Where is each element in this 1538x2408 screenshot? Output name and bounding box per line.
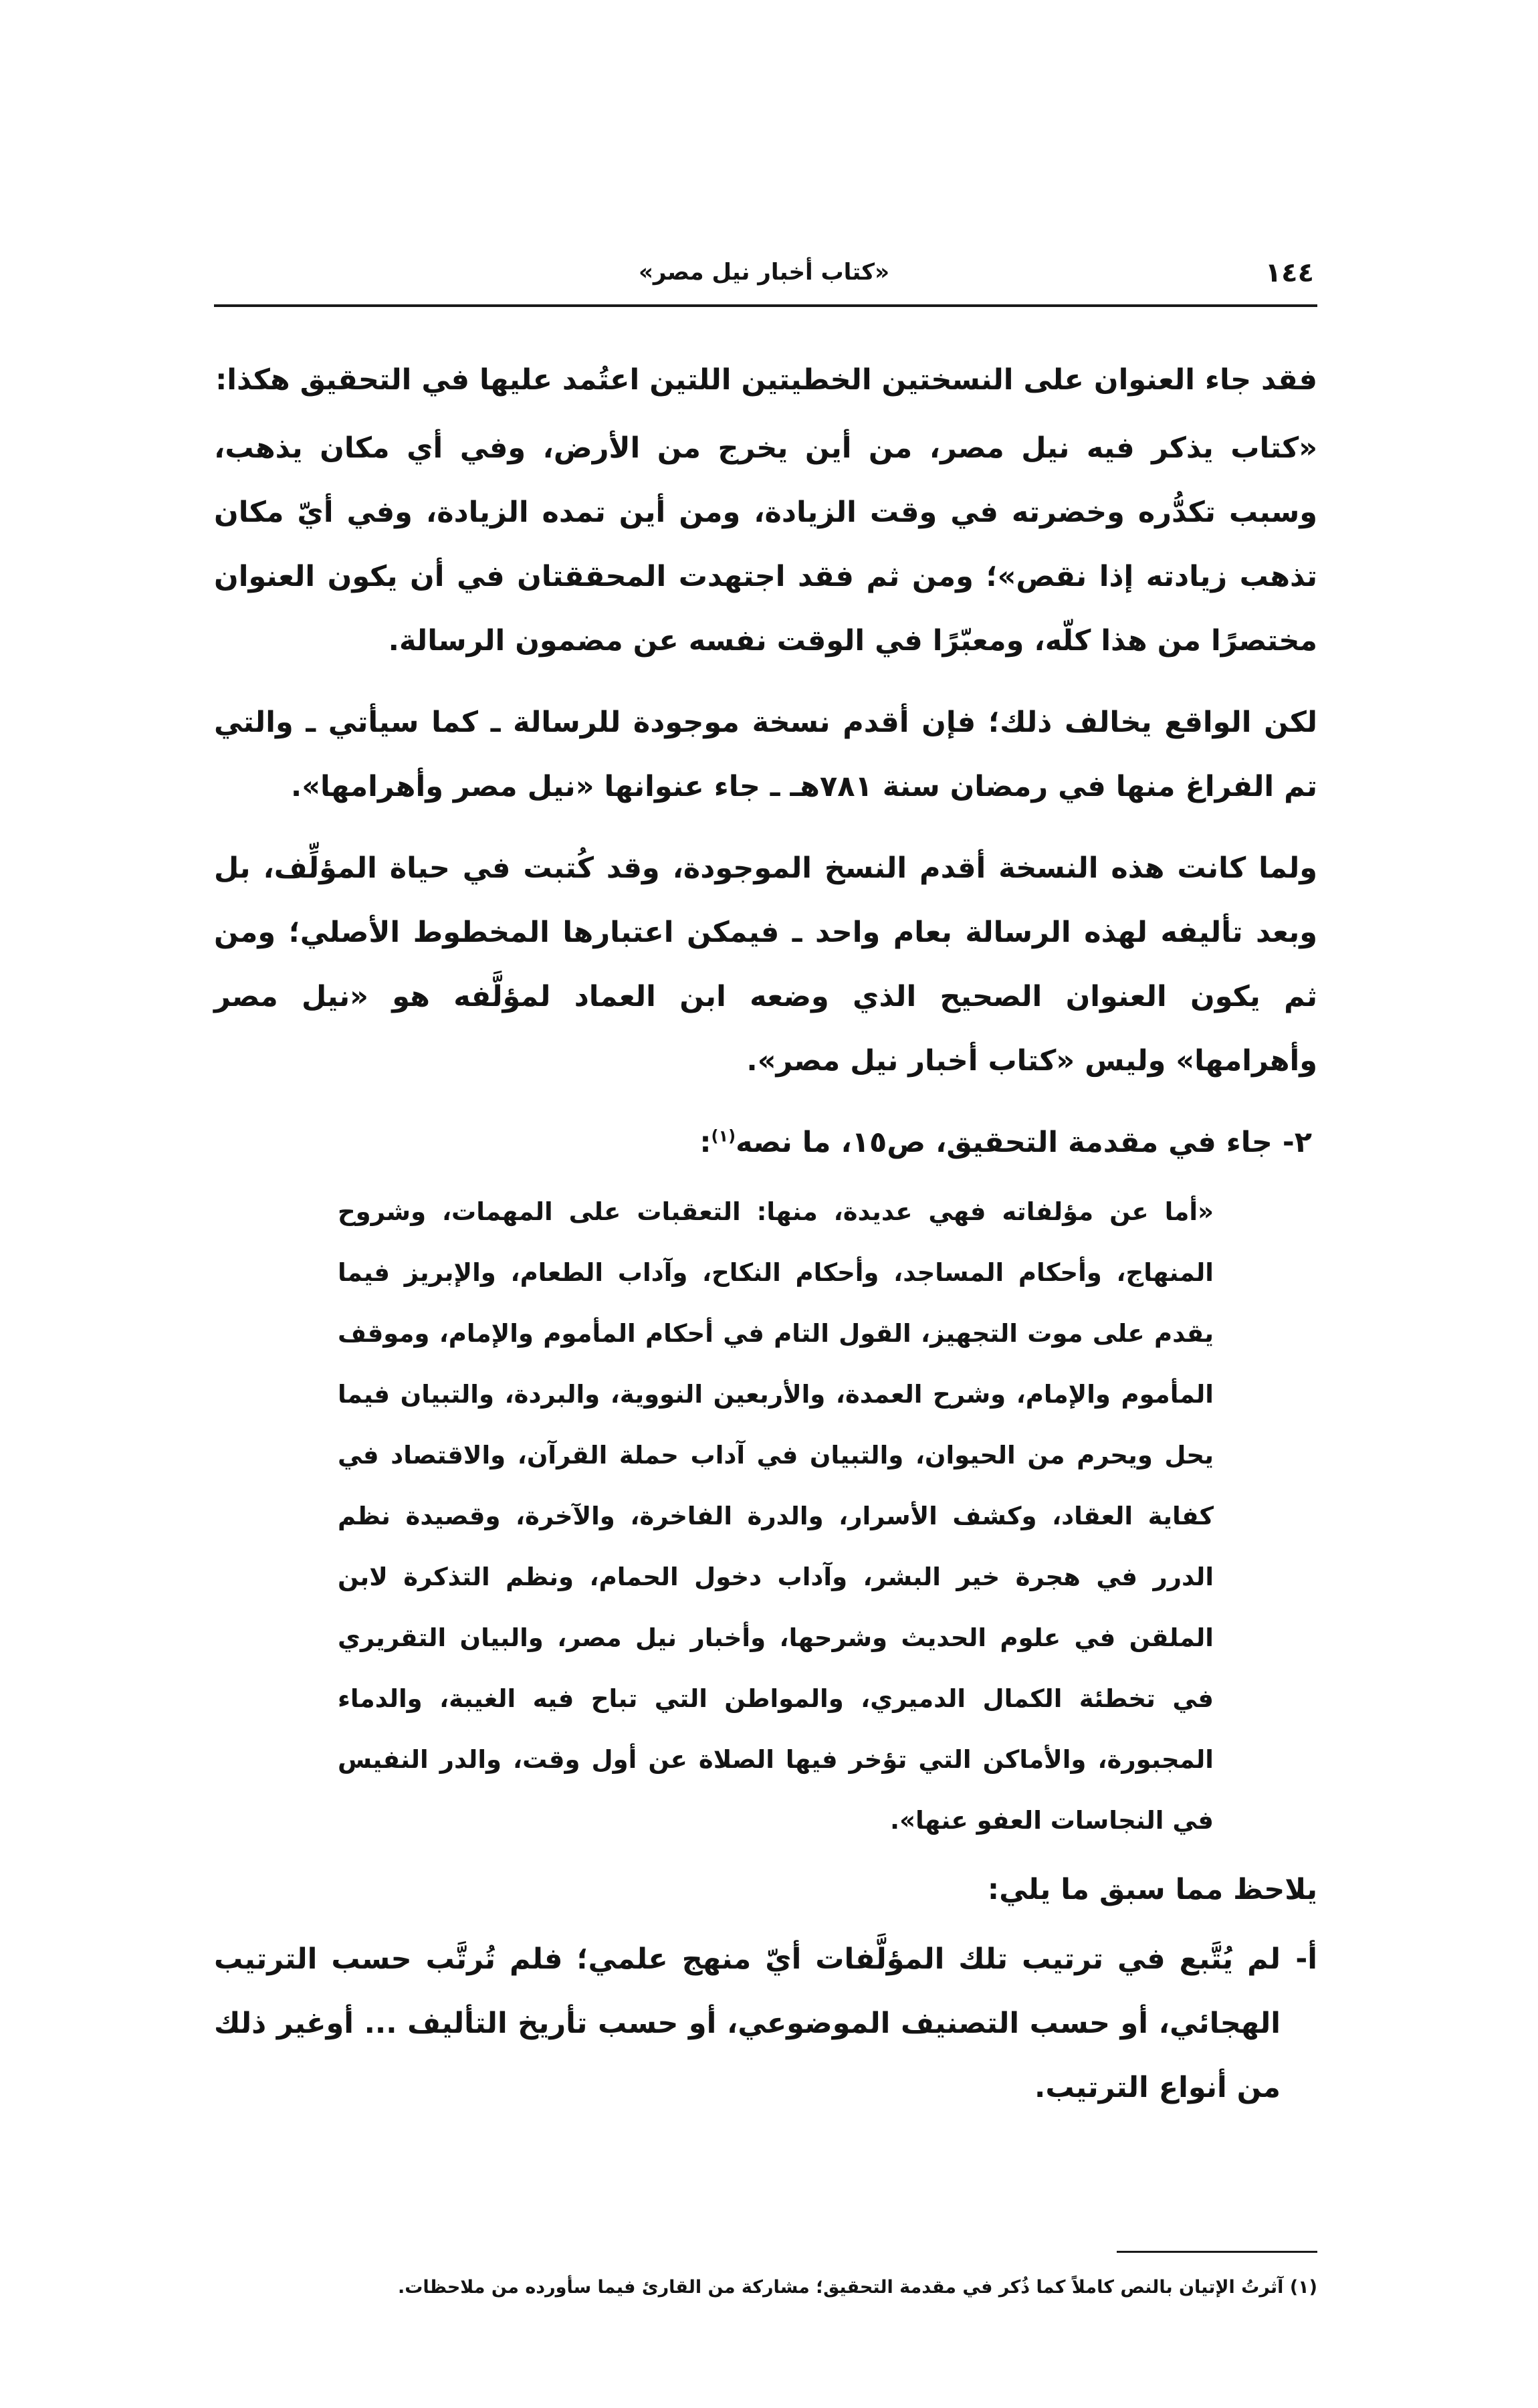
paragraph-oldest-copy: لكن الواقع يخالف ذلك؛ فإن أقدم نسخة موجودة للرسالة ـ كما سيأتي ـ والتي تم الفراغ منها في رمضان سنة ٧٨١هـ ـ جاء عنوانها «نيل مصر وأهرامها». bbox=[214, 706, 1317, 803]
list-marker-a: أ- bbox=[1295, 1942, 1317, 1976]
footnote-divider bbox=[1117, 2251, 1317, 2253]
notes-intro: يلاحظ مما سبق ما يلي: bbox=[987, 1873, 1317, 1906]
intro-paragraph: فقد جاء العنوان على النسختين الخطيتين اللتين اعتُمد عليها في التحقيق هكذا: bbox=[215, 363, 1317, 397]
running-title: «كتاب أخبار نيل مصر» bbox=[638, 259, 890, 286]
header-divider bbox=[214, 304, 1317, 307]
quoted-title-paragraph: «كتاب يذكر فيه نيل مصر، من أين يخرج من الأرض، وفي أي مكان يذهب، وسبب تكدُّره وخضرته في وقت الزيادة، ومن أين تمده الزيادة، وفي أيّ مكان تذهب زيادته إذا نقص»؛ ومن ثم فقد اجتهدت المحققتان في أن يكون العنوان مختصرًا من هذا كلّه، ومعبّرًا في الوقت نفسه عن مضمون الرسالة. bbox=[214, 431, 1317, 658]
point-2-heading bbox=[214, 1110, 1312, 1175]
works-quote: «أما عن مؤلفاته فهي عديدة، منها: التعقبات على المهمات، وشروح المنهاج، وأحكام المساجد، وأحكام النكاح، وآداب الطعام، والإبريز فيما يقدم على موت التجهيز، القول التام في أحكام المأموم والإمام، وموقف المأموم والإمام، وشرح العمدة، والأربعين النووية، والبردة، والتبيان فيما يحل ويحرم من الحيوان، والتبيان في آداب حملة القرآن، والاقتصاد في كفاية العقاد، وكشف الأسرار، والدرة الفاخرة، والآخرة، وقصيدة نظم الدرر في هجرة خير البشر، وآداب دخول الحمام، ونظم التذكرة لابن الملقن في علوم الحديث وشرحها، وأخبار نيل مصر، والبيان التقريري في تخطئة الكمال الدميري، والمواطن التي تباح فيه الغيبة، والدماء المجبورة، والأماكن التي تؤخر فيها الصلاة عن أول وقت، والدر النفيس في النجاسات العفو عنها». bbox=[338, 1197, 1214, 1835]
footnote-reference[interactable]: (١) bbox=[711, 1126, 736, 1146]
page-number: ١٤٤ bbox=[1265, 258, 1314, 288]
list-item-a-text: لم يُتَّبع في ترتيب تلك المؤلَّفات أيّ منهج علمي؛ فلم تُرتَّب حسب الترتيب الهجائي، أو حسب التصنيف الموضوعي، أو حسب تأريخ التأليف ... أوغير ذلك من أنواع الترتيب. bbox=[214, 1942, 1281, 2104]
point-2-text: ٢- جاء في مقدمة التحقيق، ص١٥، ما نصه bbox=[736, 1126, 1312, 1159]
body-text bbox=[214, 348, 1317, 2120]
paragraph-correct-title: ولما كانت هذه النسخة أقدم النسخ الموجودة، وقد كُتبت في حياة المؤلِّف، بل وبعد تأليفه لهذه الرسالة بعام واحد ـ فيمكن اعتبارها المخطوط الأصلي؛ ومن ثم يكون العنوان الصحيح الذي وضعه ابن العماد لمؤلَّفه هو «نيل مصر وأهرامها» وليس «كتاب أخبار نيل مصر». bbox=[214, 851, 1317, 1078]
list-item-a bbox=[214, 1927, 1317, 2120]
footnote: (١) آثرتُ الإتيان بالنص كاملاً كما ذُكر في مقدمة التحقيق؛ مشاركة من القارئ فيما سأورده من ملاحظات. bbox=[398, 2277, 1317, 2298]
point-2-colon: : bbox=[699, 1126, 711, 1159]
page-header bbox=[214, 258, 1314, 304]
